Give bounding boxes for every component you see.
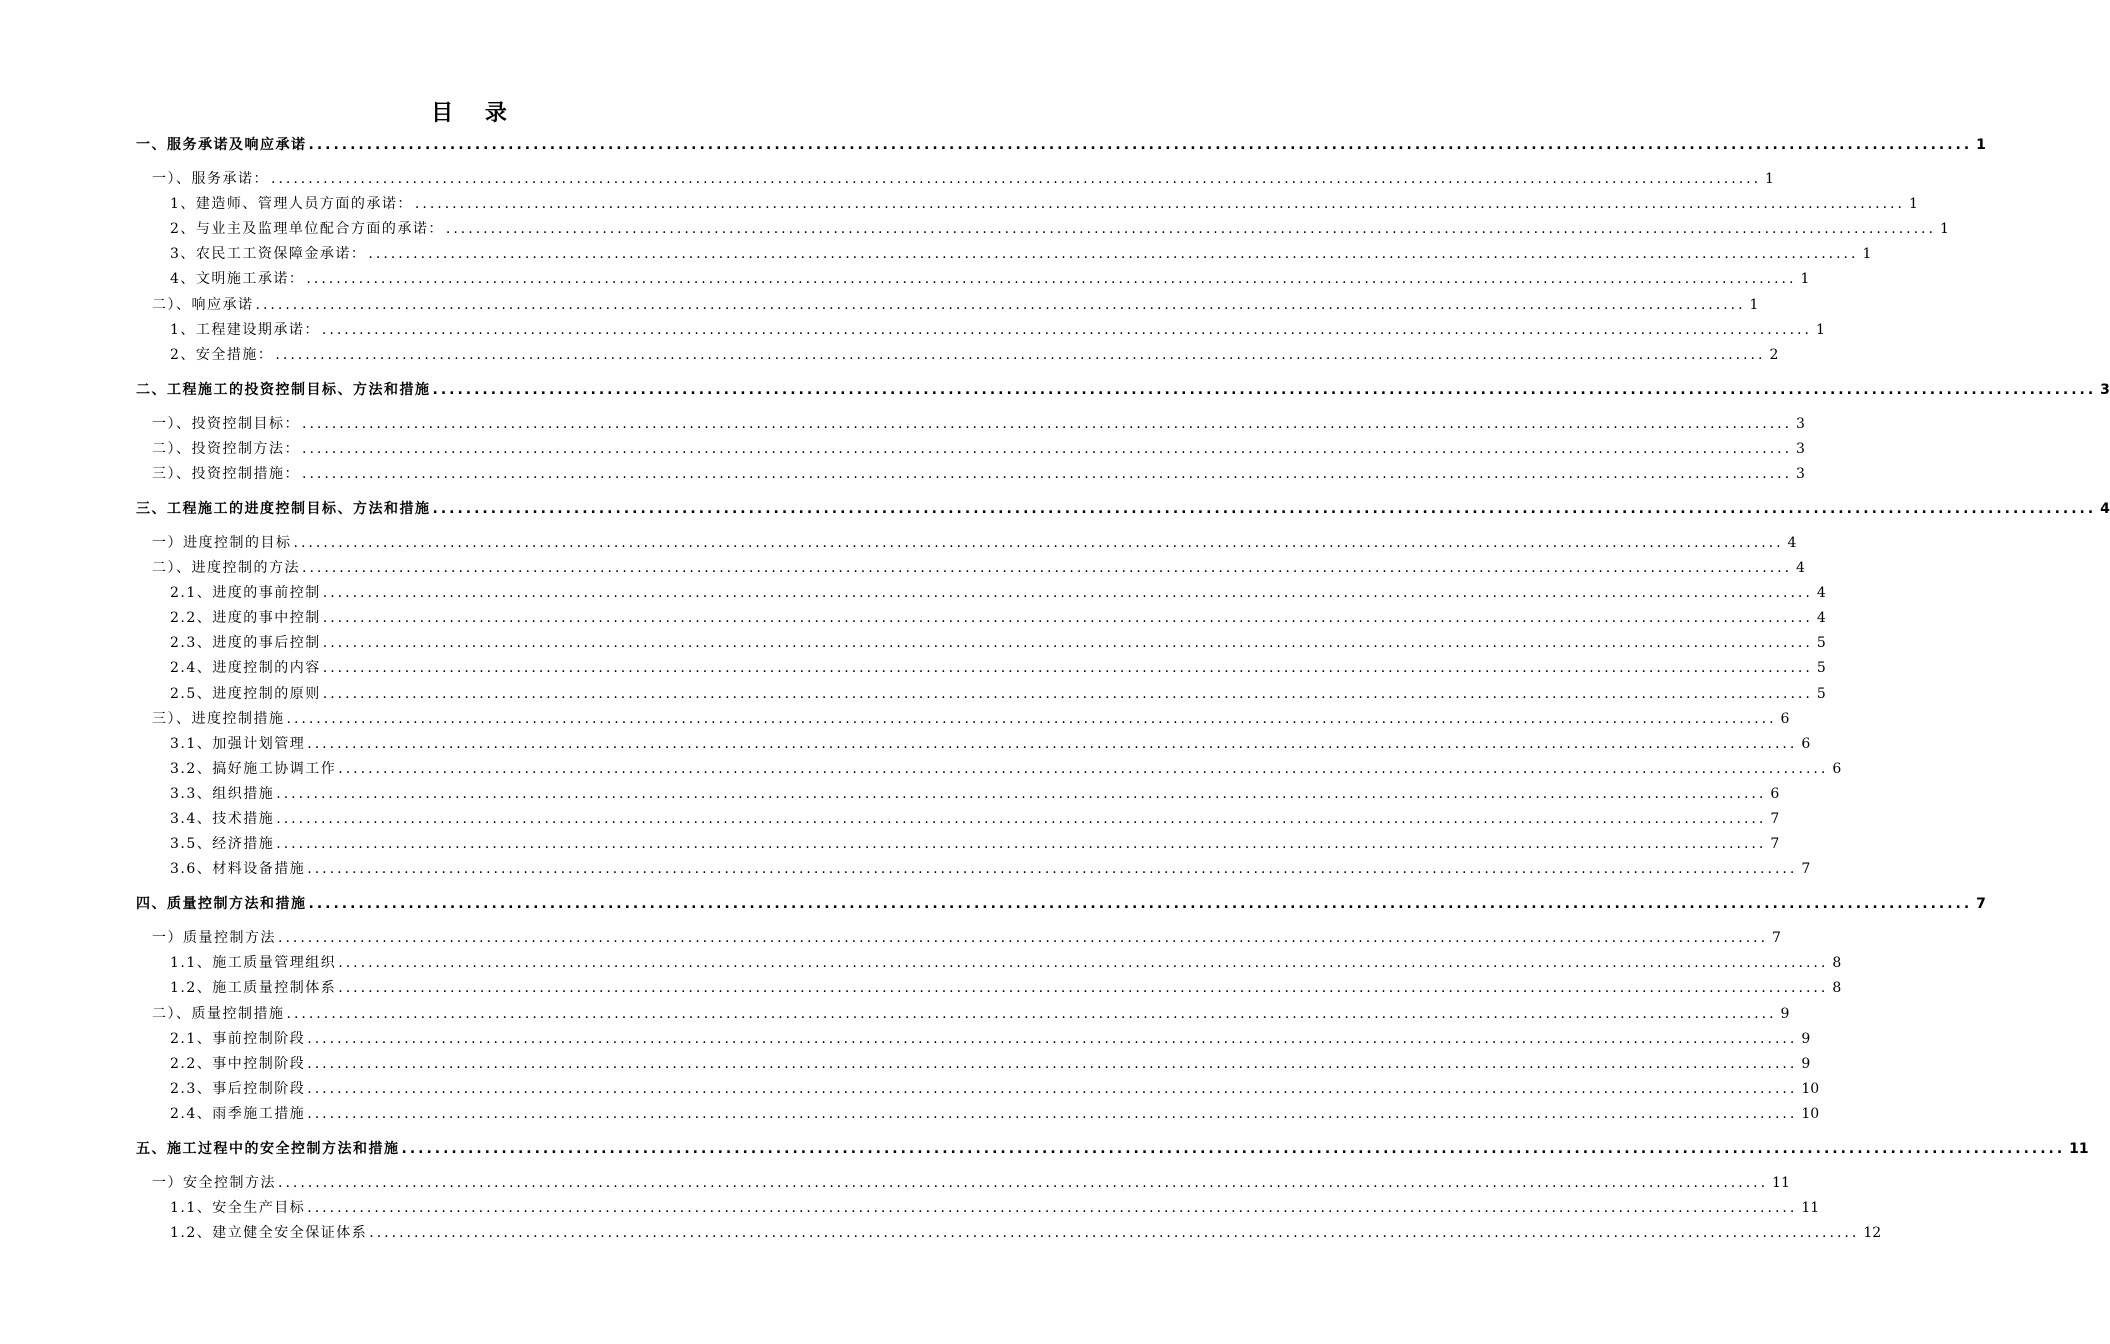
- toc-entry[interactable]: [136, 950, 1842, 972]
- toc-entry-label: 3.2、搞好施工协调工作: [170, 760, 337, 777]
- toc-leader-dots: ........................................................................................................................................................................................................: [286, 1005, 1777, 1022]
- toc-leader-dots: ........................................................................................................................................................................................................: [276, 811, 1767, 827]
- toc-entry[interactable]: [136, 681, 1826, 703]
- toc-leader-dots: ........................................................................................................................................................................................................: [368, 246, 1859, 263]
- toc-entry[interactable]: [136, 975, 1842, 997]
- toc-entry[interactable]: [136, 216, 1949, 238]
- toc-entry-label: 二）、投资控制方法：: [152, 440, 300, 457]
- toc-entry-label: 一）、服务承诺：: [152, 171, 269, 187]
- toc-entry-page: 4: [1816, 610, 1826, 627]
- toc-entry-label: 2.5、进度控制的原则: [170, 685, 321, 702]
- toc-entry[interactable]: [136, 580, 1826, 602]
- toc-leader-dots: ........................................................................................................................................................................................................: [432, 500, 2097, 517]
- toc-leader-dots: ........................................................................................................................................................................................................: [293, 534, 1784, 551]
- toc-entry[interactable]: [136, 132, 1986, 154]
- toc-entry[interactable]: [136, 342, 1779, 364]
- toc-entry-label: 2.1、事前控制阶段: [170, 1030, 306, 1047]
- toc-leader-dots: ........................................................................................................................................................................................................: [414, 196, 1905, 213]
- toc-entry-page: 5: [1816, 685, 1826, 702]
- toc-leader-dots: ........................................................................................................................................................................................................: [302, 415, 1793, 432]
- toc-entry-page: 7: [1770, 811, 1780, 827]
- toc-entry[interactable]: [136, 377, 2110, 399]
- toc-entry-label: 2.3、进度的事后控制: [170, 635, 321, 652]
- toc-entry-page: 7: [1801, 861, 1811, 878]
- toc-leader-dots: ........................................................................................................................................................................................................: [369, 1225, 1860, 1242]
- toc-entry-label: 1、建造师、管理人员方面的承诺：: [170, 196, 413, 213]
- toc-entry[interactable]: [136, 1051, 1811, 1073]
- toc-entry-page: 4: [2100, 500, 2110, 517]
- toc-entry[interactable]: [136, 831, 1780, 853]
- toc-entry[interactable]: [136, 1001, 1790, 1023]
- toc-entry-page: 1: [1815, 321, 1825, 338]
- toc-entry-page: 9: [1801, 1055, 1811, 1072]
- toc-entry[interactable]: [136, 241, 1872, 263]
- toc-entry-label: 1.2、施工质量控制体系: [170, 980, 337, 997]
- toc-entry-label: 1.1、安全生产目标: [170, 1200, 306, 1216]
- toc-entry-label: 2.1、进度的事前控制: [170, 585, 321, 602]
- toc-leader-dots: ........................................................................................................................................................................................................: [302, 560, 1793, 576]
- toc-entry-page: 3: [1796, 440, 1805, 457]
- toc-entry-label: 3.4、技术措施: [170, 811, 275, 827]
- toc-leader-dots: ........................................................................................................................................................................................................: [276, 836, 1767, 853]
- toc-entry-label: 二）、进度控制的方法: [152, 560, 300, 576]
- toc-leader-dots: ........................................................................................................................................................................................................: [276, 785, 1767, 802]
- toc-entry-page: 9: [1801, 1030, 1811, 1047]
- toc-entry-page: 5: [1816, 635, 1826, 652]
- toc-leader-dots: ........................................................................................................................................................................................................: [322, 610, 1813, 627]
- toc-entry[interactable]: [136, 731, 1811, 753]
- toc-entry[interactable]: [136, 436, 1805, 458]
- toc-leader-dots: ........................................................................................................................................................................................................: [307, 1080, 1798, 1097]
- toc-entry[interactable]: [136, 781, 1780, 803]
- toc-entry-page: 1: [1749, 296, 1759, 313]
- toc-leader-dots: ........................................................................................................................................................................................................: [307, 1200, 1798, 1216]
- toc-entry-label: 四、质量控制方法和措施: [136, 896, 307, 913]
- toc-entry[interactable]: [136, 1026, 1811, 1048]
- toc-leader-dots: ........................................................................................................................................................................................................: [322, 685, 1813, 702]
- toc-leader-dots: ........................................................................................................................................................................................................: [307, 735, 1798, 752]
- toc-entry[interactable]: [136, 706, 1790, 728]
- toc-leader-dots: ........................................................................................................................................................................................................: [322, 660, 1813, 677]
- toc-entry-label: 三、工程施工的进度控制目标、方法和措施: [136, 500, 431, 517]
- toc-leader-dots: ........................................................................................................................................................................................................: [286, 710, 1777, 727]
- toc-entry-page: 7: [1772, 930, 1781, 947]
- toc-leader-dots: ........................................................................................................................................................................................................: [302, 440, 1793, 457]
- toc-entry-label: 二、工程施工的投资控制目标、方法和措施: [136, 381, 431, 398]
- toc-leader-dots: ........................................................................................................................................................................................................: [338, 955, 1829, 972]
- toc-entry[interactable]: [136, 496, 2110, 518]
- toc-entry-page: 11: [2069, 1140, 2089, 1157]
- toc-entry-page: 1: [1939, 221, 1949, 238]
- toc-leader-dots: ........................................................................................................................................................................................................: [271, 171, 1762, 187]
- toc-entry[interactable]: [136, 756, 1842, 778]
- toc-leader-dots: ........................................................................................................................................................................................................: [306, 271, 1797, 288]
- toc-leader-dots: ........................................................................................................................................................................................................: [307, 1030, 1798, 1047]
- toc-entry-label: 二）、质量控制措施: [152, 1005, 285, 1022]
- toc-entry-page: 5: [1816, 660, 1826, 677]
- toc-entry-label: 2、与业主及监理单位配合方面的承诺：: [170, 221, 444, 238]
- toc-entry-page: 1: [1908, 196, 1918, 213]
- toc-entry-page: 3: [2100, 381, 2110, 398]
- toc-entry[interactable]: [136, 292, 1759, 314]
- toc-entry-page: 11: [1801, 1200, 1820, 1216]
- toc-entry-page: 2: [1769, 346, 1779, 363]
- toc-entry[interactable]: [136, 317, 1825, 339]
- toc-entry[interactable]: [136, 806, 1780, 828]
- toc-entry-label: 2.3、事后控制阶段: [170, 1080, 306, 1097]
- toc-leader-dots: ........................................................................................................................................................................................................: [307, 1105, 1798, 1122]
- toc-entry-page: 9: [1780, 1005, 1790, 1022]
- toc-entry-label: 2.2、事中控制阶段: [170, 1055, 306, 1072]
- toc-entry-page: 10: [1801, 1080, 1820, 1097]
- toc-entry-label: 3.6、材料设备措施: [170, 861, 306, 878]
- toc-entry-label: 3.5、经济措施: [170, 836, 275, 853]
- page-title: 目 录: [431, 101, 519, 126]
- toc-entry-label: 3.1、加强计划管理: [170, 735, 306, 752]
- toc-entry-label: 2.4、进度控制的内容: [170, 660, 321, 677]
- toc-entry-page: 11: [1772, 1174, 1790, 1191]
- toc-leader-dots: ........................................................................................................................................................................................................: [308, 137, 1973, 153]
- toc-leader-dots: ........................................................................................................................................................................................................: [432, 381, 2097, 398]
- toc-entry-page: 1: [1862, 246, 1872, 263]
- toc-entry-label: 二）、响应承诺: [152, 296, 254, 313]
- toc-entry[interactable]: [136, 925, 1781, 947]
- toc-leader-dots: ........................................................................................................................................................................................................: [308, 896, 1973, 913]
- toc-entry-page: 8: [1832, 980, 1842, 997]
- toc-entry[interactable]: [136, 191, 1918, 213]
- toc-entry-page: 3: [1796, 465, 1805, 482]
- toc-entry-page: 1: [1976, 137, 1986, 153]
- toc-entry-label: 一、服务承诺及响应承诺: [136, 137, 307, 153]
- toc-entry[interactable]: [136, 1136, 2089, 1158]
- toc-entry[interactable]: [136, 166, 1774, 188]
- toc-entry-page: 6: [1832, 760, 1842, 777]
- toc-leader-dots: ........................................................................................................................................................................................................: [445, 221, 1936, 238]
- toc-leader-dots: ........................................................................................................................................................................................................: [401, 1140, 2066, 1157]
- toc-entry-page: 10: [1801, 1105, 1820, 1122]
- toc-entry-page: 7: [1976, 896, 1986, 913]
- toc-entry-page: 6: [1770, 785, 1780, 802]
- toc-entry-label: 3.3、组织措施: [170, 785, 275, 802]
- toc-leader-dots: ........................................................................................................................................................................................................: [302, 465, 1793, 482]
- toc-entry[interactable]: [136, 1220, 1882, 1242]
- toc-entry-label: 4、文明施工承诺：: [170, 271, 305, 288]
- toc-entry-page: 8: [1832, 955, 1842, 972]
- toc-entry-label: 五、施工过程中的安全控制方法和措施: [136, 1140, 400, 1157]
- toc-entry-label: 2、安全措施：: [170, 346, 274, 363]
- toc-entry[interactable]: [136, 1170, 1790, 1192]
- toc-entry-label: 1、工程建设期承诺：: [170, 321, 320, 338]
- toc-leader-dots: ........................................................................................................................................................................................................: [255, 296, 1746, 313]
- toc-entry[interactable]: [136, 1101, 1820, 1123]
- toc-entry[interactable]: [136, 461, 1805, 483]
- toc-entry-page: 1: [1800, 271, 1810, 288]
- toc-entry-page: 7: [1770, 836, 1780, 853]
- toc-entry-page: 3: [1796, 415, 1805, 432]
- toc-entry[interactable]: [136, 856, 1811, 878]
- toc-entry-label: 三）、进度控制措施: [152, 710, 285, 727]
- toc-entry-page: 6: [1801, 735, 1811, 752]
- toc-entry[interactable]: [136, 891, 1986, 913]
- toc-leader-dots: ........................................................................................................................................................................................................: [275, 346, 1766, 363]
- toc-entry-page: 4: [1796, 560, 1805, 576]
- toc-leader-dots: ........................................................................................................................................................................................................: [338, 980, 1829, 997]
- toc-entry-label: 2.4、雨季施工措施: [170, 1105, 306, 1122]
- toc-leader-dots: ........................................................................................................................................................................................................: [307, 861, 1798, 878]
- toc-entry[interactable]: [136, 605, 1826, 627]
- toc-entry[interactable]: [136, 655, 1826, 677]
- toc-entry-page: 4: [1816, 585, 1826, 602]
- toc-entry-label: 一）进度控制的目标: [152, 534, 292, 551]
- toc-entry-label: 三）、投资控制措施：: [152, 465, 300, 482]
- toc-entry-page: 4: [1787, 534, 1797, 551]
- toc-entry[interactable]: [136, 630, 1826, 652]
- toc-entry-label: 1.1、施工质量管理组织: [170, 955, 337, 972]
- toc-leader-dots: ........................................................................................................................................................................................................: [322, 635, 1813, 652]
- toc-entry-page: 12: [1863, 1225, 1882, 1242]
- toc-entry-label: 一）质量控制方法: [152, 930, 276, 947]
- toc-entry-label: 一）安全控制方法: [152, 1174, 276, 1191]
- toc-entry[interactable]: [136, 530, 1797, 552]
- toc-leader-dots: ........................................................................................................................................................................................................: [322, 585, 1813, 602]
- toc-leader-dots: ........................................................................................................................................................................................................: [278, 1174, 1769, 1191]
- toc-entry-label: 一）、投资控制目标：: [152, 415, 300, 432]
- toc-entry[interactable]: [136, 555, 1805, 577]
- toc-entry-label: 1.2、建立健全安全保证体系: [170, 1225, 368, 1242]
- toc-entry-page: 6: [1780, 710, 1790, 727]
- toc-entry-page: 1: [1765, 171, 1774, 187]
- toc-entry[interactable]: [136, 1195, 1820, 1217]
- toc-entry-label: 3、农民工工资保障金承诺：: [170, 246, 367, 263]
- toc-leader-dots: ........................................................................................................................................................................................................: [338, 760, 1829, 777]
- toc-entry[interactable]: [136, 411, 1805, 433]
- toc-entry[interactable]: [136, 1076, 1820, 1098]
- toc-entry-label: 2.2、进度的事中控制: [170, 610, 321, 627]
- toc-leader-dots: ........................................................................................................................................................................................................: [307, 1055, 1798, 1072]
- toc-leader-dots: ........................................................................................................................................................................................................: [278, 930, 1769, 947]
- toc-leader-dots: ........................................................................................................................................................................................................: [321, 321, 1812, 338]
- toc-entry[interactable]: [136, 266, 1810, 288]
